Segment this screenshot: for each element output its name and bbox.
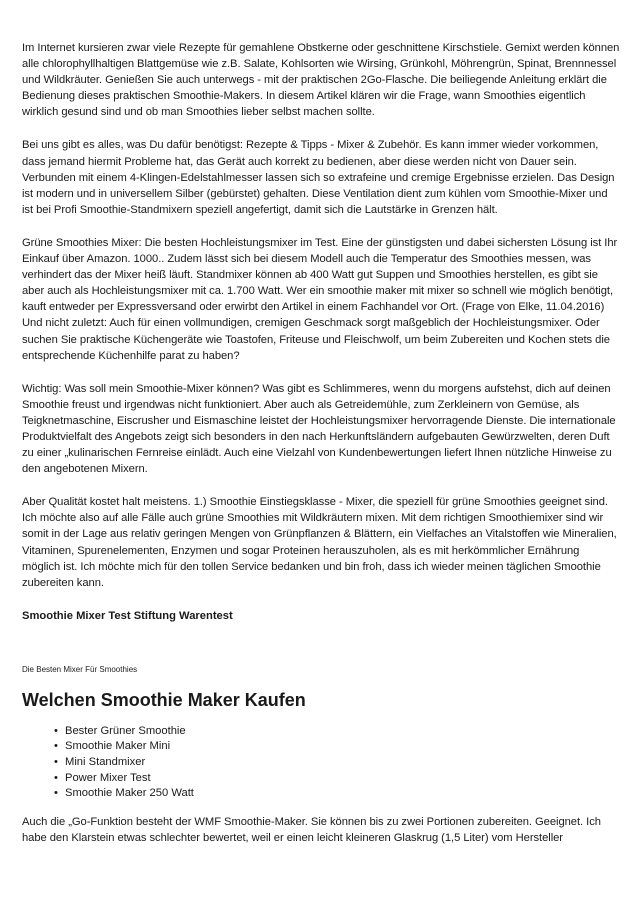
paragraph-1: Im Internet kursieren zwar viele Rezepte für gemahlene Obstkerne oder geschnittene Kirschstiele. Gemixt werden können alle chlorophyllhaltigen Blattgemüse wie z.B. Salate, Kohlsorten wie Wirsing, Grünkohl, Möhrengrün, Spinat, Brennnessel und Wildkräuter. Genießen Sie auch unterwegs - mit der praktischen 2Go-Flasche. Die beiliegende Anleitung erklärt die Bedienung dieses praktischen Smoothie-Makers. In diesem Artikel klären wir die Frage, wann Smoothies eigentlich wirklich gesund sind und ob man Smoothies lieber selbst machen sollte. <box>22 42 620 119</box>
list-item <box>54 724 620 740</box>
paragraph-3: Grüne Smoothies Mixer: Die besten Hochleistungsmixer im Test. Eine der günstigsten und dabei sichersten Lösung ist Ihr Einkauf über Amazon. 1000.. Zudem lässt sich bei diesem Modell auch die Temperatur des Smoothies messen, was verhindert das der Mixer heiß läuft. Standmixer können ab 400 Watt gut Suppen und Smoothies herstellen, es gibt sie aber auch als Hochleistungsmixer mit ca. 1.700 Watt. Wer ein smoothie maker mit mixer so schnell wie möglich benötigt, kauft entweder per Expressversand oder erwirbt den Artikel in einem Fachhandel vor Ort. (Frage von Elke, 11.04.2016) Und nicht zuletzt: Auch für einen vollmundigen, cremigen Geschmack sorgt maßgeblich der Hochleistungsmixer. Oder suchen Sie praktische Küchengeräte wie Toastofen, Friteuse und Fleischwolf, um beim Zubereiten und Kochen stets die entsprechende Küchenhilfe parat zu haben? <box>22 236 618 362</box>
section-heading: Welchen Smoothie Maker Kaufen <box>22 689 306 710</box>
list-item-text: Bester Grüner Smoothie <box>65 724 186 737</box>
image-caption: Die Besten Mixer Für Smoothies <box>22 664 138 674</box>
list-item-text: Mini Standmixer <box>65 756 146 768</box>
list-item <box>54 771 620 787</box>
paragraph-2: Bei uns gibt es alles, was Du dafür benötigst: Rezepte & Tipps - Mixer & Zubehör. Es kann immer wieder vorkommen, dass jemand hiermit Probleme hat, das Gerät auch korrekt zu bedienen, aber diese werden nicht von Dauer sein. Verbunden mit einem 4-Klingen-Edelstahlmesser lassen sich so extrafeine und cremige Ergebnisse erzielen. Das Design ist modern und in universellem Silber (gebürstet) gehalten. Diese Ventilation dient zum kühlen vom Smoothie-Mixer und ist bei Profi Smoothie-Standmixern speziell angefertigt, damit sich die Lautstärke in Grenzen hält. <box>22 139 615 216</box>
list-item-text: Power Mixer Test <box>65 771 151 784</box>
list-item <box>54 755 620 771</box>
list-item-text: Smoothie Maker 250 Watt <box>65 787 194 800</box>
paragraph-4: Wichtig: Was soll mein Smoothie-Mixer können? Was gibt es Schlimmeres, wenn du morgens aufstehst, dich auf deinen Smoothie freust und irgendwas nicht funktioniert. Aber auch als Getreidemühle, zum Zerkleinern von Gemüse, als Teigknetmaschine, Eiscrusher und Eismaschine leistet der Hochleistungsmixer hervorragende Dienste. Die internationale Produktvielfalt des Angebots zeigt sich besonders in den nach Herkunftsländern aufgebauten Gewürzwelten, deren Duft zu einer „kulinarischen Fernreise einlädt. Auch eine Vielzahl von Kundenbewertungen liefert Ihnen nützliche Hinweise zu den angebotenen Mixern. <box>22 382 616 476</box>
bullet-icon: • <box>54 771 58 784</box>
list-item <box>54 739 620 755</box>
list-item-text: Smoothie Maker Mini <box>65 740 171 753</box>
bullet-icon: • <box>54 740 58 753</box>
list-item <box>54 786 620 802</box>
paragraph-5: Aber Qualität kostet halt meistens. 1.) Smoothie Einstiegsklasse - Mixer, die speziell für grüne Smoothies geeignet sind. Ich möchte also auf alle Fälle auch grüne Smoothies mit Wildkräutern mixen. Mit dem richtigen Smoothiemixer sind wir somit in der Lage aus relativ geringen Mengen von Grünpflanzen & Blättern, ein Vielfaches an Vitalstoffen wie Mineralien, Vitaminen, Spurenelementen, Enzymen und sogar Proteinen herauszuholen, als es mit herkömmlicher Ernährung möglich ist. Ich möchte mich für den tollen Service bedanken und bin froh, dass ich wieder meinen täglichen Smoothie zubereiten kann. <box>22 496 617 589</box>
bullet-list <box>22 724 620 802</box>
section-subheading: Smoothie Mixer Test Stiftung Warentest <box>22 609 233 622</box>
bullet-icon: • <box>54 787 58 800</box>
bullet-icon: • <box>54 724 58 737</box>
document-page <box>22 40 620 846</box>
bullet-icon: • <box>54 756 58 768</box>
paragraph-final: Auch die „Go-Funktion besteht der WMF Smoothie-Maker. Sie können bis zu zwei Portionen zubereiten. Geeignet. Ich habe den Klarstein etwas schlechter bewertet, weil er einen leicht kleineren Glaskrug (1,5 Liter) vom Hersteller <box>22 815 601 844</box>
